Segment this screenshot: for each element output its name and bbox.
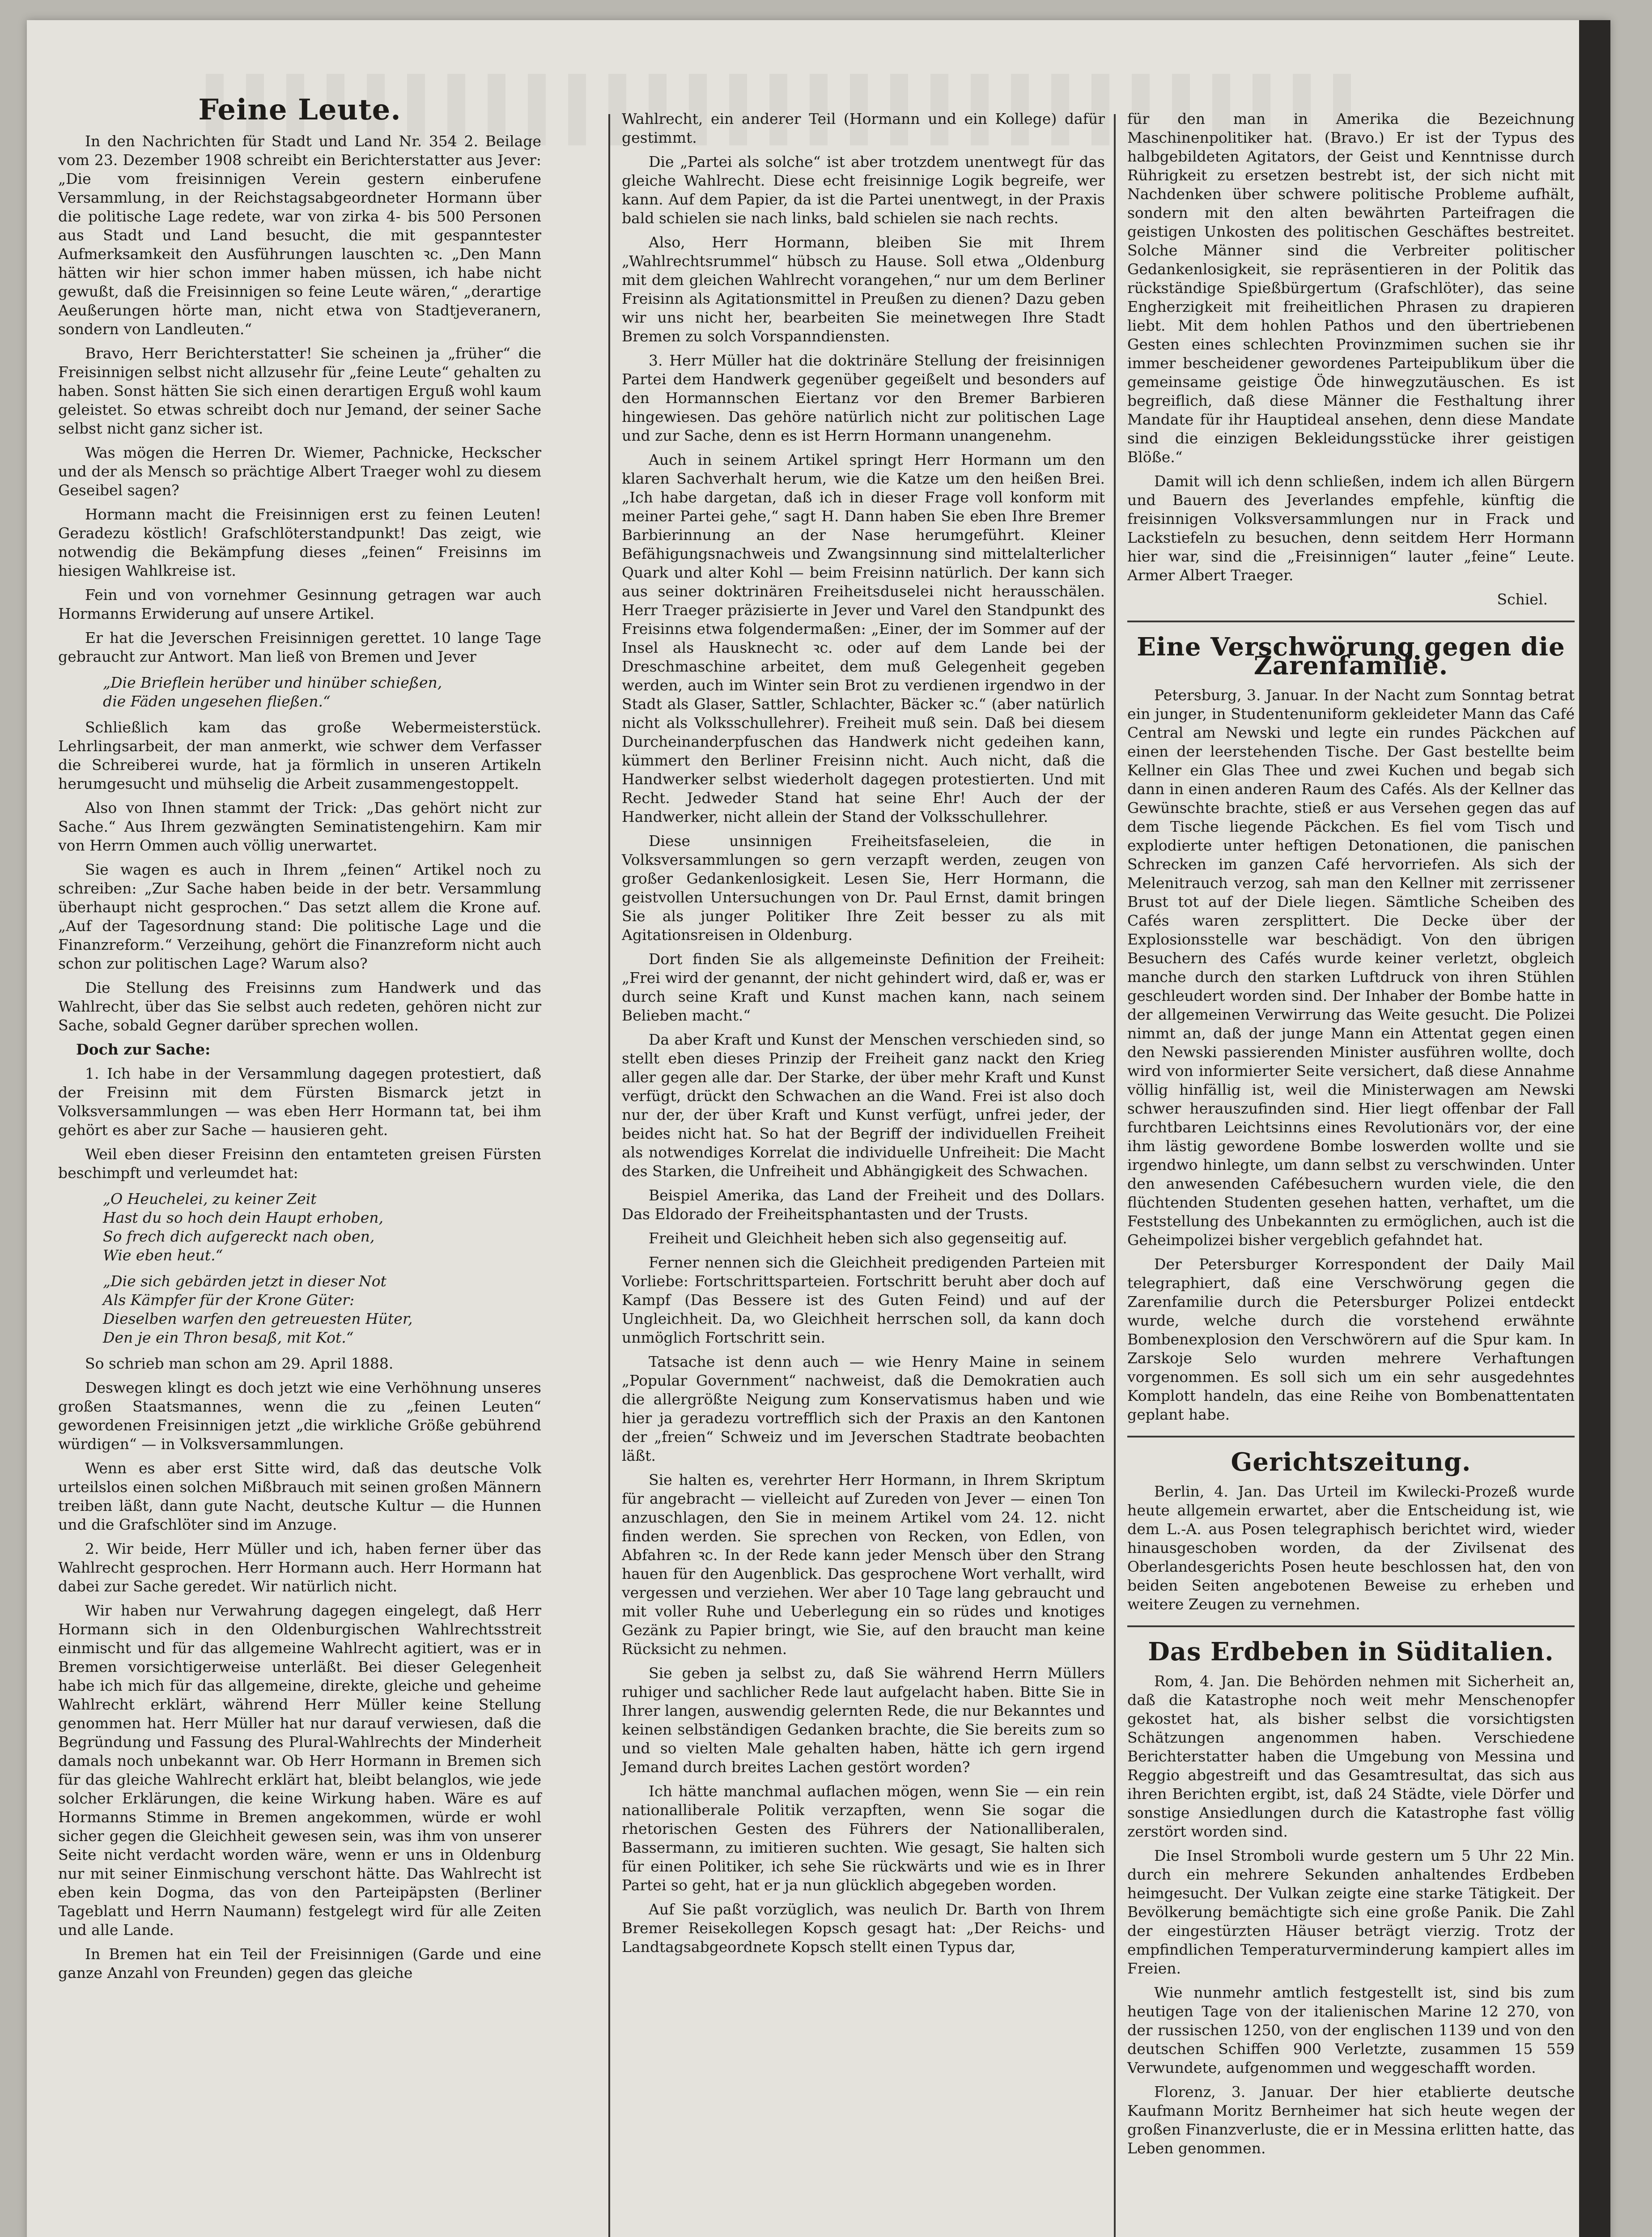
paragraph: 1. Ich habe in der Versammlung dagegen protestiert, daß der Freisinn mit dem Fürsten Bismarck jetzt in Volksversammlungen — was eben Herr Hormann tat, bei ihm gehört es aber zur Sache — hausieren geht. [58, 1065, 541, 1139]
verse-line: „Die Brieflein herüber und hinüber schießen, [103, 674, 442, 691]
paragraph: Deswegen klingt es doch jetzt wie eine Verhöhnung unseres großen Staatsmannes, wenn die zu „feinen Leuten“ gewordenen Freisinnigen jetzt „die wirkliche Größe gebührend würdigen“ — in Volksversammlungen. [58, 1379, 541, 1453]
verse-line: Hast du so hoch dein Haupt erhoben, [103, 1209, 383, 1226]
paragraph: Er hat die Jeverschen Freisinnigen gerettet. 10 lange Tage gebraucht zur Antwort. Man ließ von Bremen und Jever [58, 629, 541, 665]
verse-line: Als Kämpfer für der Krone Güter: [103, 1291, 355, 1309]
verse-line: Wie eben heut.“ [103, 1246, 223, 1264]
paragraph: Was mögen die Herren Dr. Wiemer, Pachnicke, Heckscher und der als Mensch so prächtige Albert Traeger wohl zu diesem Geseibel sagen? [58, 444, 541, 499]
paragraph: Freiheit und Gleichheit heben sich also gegenseitig auf. [649, 1229, 1067, 1247]
column-1 [58, 93, 541, 1988]
column-2 [622, 110, 1105, 1962]
paragraph: Florenz, 3. Januar. Der hier etablierte deutsche Kaufmann Moritz Bernheimer hat sich heute wegen der großen Finanzverluste, die er in Messina erlitten hatte, das Leben genommen. [1127, 2083, 1575, 2157]
paragraph: Weil eben dieser Freisinn den entamteten greisen Fürsten beschimpft und verleumdet hat: [58, 1145, 541, 1182]
paragraph: Die Insel Stromboli wurde gestern um 5 Uhr 22 Min. durch ein mehrere Sekunden anhaltendes Erdbeben heimgesucht. Der Vulkan zeigte eine starke Tätigkeit. Der Bevölkerung bemächtigte sich eine große Panik. Die Zahl der eingestürzten Häuser beträgt vierzig. Trotz der empfindlichen Temperaturverminderung kampiert alles im Freien. [1127, 1847, 1575, 1977]
paragraph: Tatsache ist denn auch — wie Henry Maine in seinem „Popular Government“ nachweist, daß die Demokratien auch die allergrößte Neigung zum Konservatismus haben und wie hier ja geradezu vortrefflich sich der Praxis an den Kantonen der „freien“ Schweiz und im Jeverschen Stadtrate beobachten läßt. [622, 1353, 1105, 1464]
article-title: Gerichtszeitung. [1231, 1447, 1471, 1477]
paragraph: Also, Herr Hormann, bleiben Sie mit Ihrem „Wahlrechtsrummel“ hübsch zu Hause. Soll etwa „Oldenburg mit dem gleichen Wahlrecht vorangehen,“ nur um dem Berliner Freisinn als Agitationsmittel in Preußen zu dienen? Dazu geben wir uns nicht her, bearbeiten Sie meinetwegen Ihre Stadt Bremen zu solch Vorspanndiensten. [622, 234, 1105, 345]
paragraph: Da aber Kraft und Kunst der Menschen verschieden sind, so stellt eben dieses Prinzip der Freiheit ganz nackt den Krieg aller gegen alle dar. Der Starke, der über mehr Kraft und Kunst verfügt, drückt den Schwachen an die Wand. Frei ist also doch nur der, der über Kraft und Kunst verfügt, unfrei jeder, der beides nicht hat. So hat der Begriff der individuellen Freiheit als notwendiges Korrelat die individuelle Unfreiheit: Die Macht des Starken, die Unfreiheit und Abhängigkeit des Schwachen. [622, 1031, 1105, 1180]
article-title: Eine Verschwörung gegen die Zarenfamilie. [1137, 632, 1565, 680]
paragraph: Damit will ich denn schließen, indem ich allen Bürgern und Bauern des Jeverlandes empfehle, künftig die freisinnigen Volksversammlungen nur in Frack und Lackstiefeln zu besuchen, denn seitdem Herr Hormann hier war, sind die „Freisinnigen“ lauter „feine“ Leute. Armer Albert Traeger. [1127, 472, 1575, 584]
paragraph: Ferner nennen sich die Gleichheit predigenden Parteien mit Vorliebe: Fortschrittsparteien. Fortschritt beruht aber doch auf Kampf (Das Bessere ist des Guten Feind) und auf der Ungleichheit. Da, wo Gleichheit herrschen soll, da kann doch unmöglich Fortschritt sein. [622, 1254, 1105, 1346]
paragraph: Berlin, 4. Jan. Das Urteil im Kwilecki-Prozeß wurde heute allgemein erwartet, aber die Entscheidung ist, wie dem L.-A. aus Posen telegraphisch berichtet wird, wieder hinausgeschoben worden, da der Zivilsenat des Oberlandesgerichts Posen heute beschlossen hat, den von beiden Seiten angebotenen Beweise zu erheben und weitere Zeugen zu vernehmen. [1127, 1483, 1575, 1613]
verse-line: „O Heuchelei, zu keiner Zeit [103, 1190, 317, 1208]
paragraph: Auch in seinem Artikel springt Herr Hormann um den klaren Sachverhalt herum, wie die Katze um den heißen Brei. „Ich habe dargetan, daß ich in dieser Frage voll konform mit meiner Partei gehe,“ sagt H. Dann haben Sie eben Ihre Bremer Barbierinnung an der Nase herumgeführt. Kleiner Befähigungsnachweis und Zwangsinnung sind mittelalterlicher Quark und alter Kohl — beim Freisinn natürlich. Der kann sich aus seiner doktrinären Freiheitsduselei nicht herausschälen. Herr Traeger präzisierte in Jever und Varel den Standpunkt des Freisinns etwa folgendermaßen: „Einer, der im Sommer auf der Insel als Hausknecht ꝛc. oder auf dem Lande bei der Dreschmaschine arbeitet, dem muß Gelegenheit gegeben werden, auch im Winter sein Brot zu verdienen irgendwo in der Stadt als Glaser, Sattler, Schlachter, Bäcker ꝛc.“ (aber natürlich nicht als Volksschullehrer). Freiheit muß sein. Daß bei diesem Durcheinanderpfuschen das Handwerk nicht gedeihen kann, kümmert den Berliner Freisinn nicht. Auch nicht, daß die Handwerker selbst wiederholt dagegen protestierten. Und mit Recht. Jedweder Stand hat seine Ehr! Auch der der Handwerker, nicht allein der Stand der Volksschullehrer. [622, 451, 1105, 825]
section-divider [1127, 1625, 1575, 1627]
page-edge-shadow [1579, 20, 1610, 2237]
newspaper-page [27, 20, 1610, 2237]
paragraph: Sie halten es, verehrter Herr Hormann, in Ihrem Skriptum für angebracht — vielleicht auf Zureden von Jever — einen Ton anzuschlagen, den Sie in meinem Artikel vom 24. 12. nicht finden werden. Sie sprechen von Recken, von Edlen, von Abfahren ꝛc. In der Rede kann jeder Mensch über den Strang hauen für den Augenblick. Das gesprochene Wort verhallt, wird vergessen und verziehen. Wer aber 10 Tage lang gebraucht und mit voller Ruhe und Ueberlegung ein so rüdes und knotiges Gezänk zu Papier bringt, wie Sie, auf den braucht man keine Rücksicht zu nehmen. [622, 1471, 1105, 1658]
paragraph: Ich hätte manchmal auflachen mögen, wenn Sie — ein rein nationalliberale Politik verzapften, wenn Sie sogar die rhetorischen Gesten des Führers der Nationalliberalen, Bassermann, zu imitieren suchten. Wie gesagt, Sie halten sich für einen Politiker, ich sehe Sie rückwärts und wie es in Ihrer Partei so geht, hat er ja nun glücklich abgegeben worden. [622, 1782, 1105, 1894]
paragraph: Der Petersburger Korrespondent der Daily Mail telegraphiert, daß eine Verschwörung gegen die Zarenfamilie durch die Petersburger Polizei entdeckt wurde, welche durch die vorstehend erwähnte Bombenexplosion den Verschwörern auf die Spur kam. In Zarskoje Selo wurden mehrere Verhaftungen vorgenommen. Es soll sich um ein sehr ausgedehntes Komplott handeln, das eine Reihe von Bombenattentaten geplant habe. [1127, 1255, 1575, 1423]
paragraph: Sie geben ja selbst zu, daß Sie während Herrn Müllers ruhiger und sachlicher Rede laut aufgelacht haben. Bitte Sie in Ihrer langen, auswendig gelernten Rede, die nur Bekanntes und keinen selbständigen Gedanken brachte, die Sie bereits zum so und so vielten Male gehalten haben, hätte ich gern irgend Jemand durch breites Lachen gestört worden? [622, 1664, 1105, 1776]
paragraph: In den Nachrichten für Stadt und Land Nr. 354 2. Beilage vom 23. Dezember 1908 schreibt ein Berichterstatter aus Jever: „Die vom freisinnigen Verein gestern einberufene Versammlung, in der Reichstagsabgeordneter Hormann über die politische Lage redete, war von zirka 4- bis 500 Personen aus Stadt und Land besucht, die mit gespanntester Aufmerksamkeit den Ausführungen lauschten ꝛc. „Den Mann hätten wir hier schon immer haben müssen, ich habe nicht gewußt, daß die Freisinnigen so feine Leute wären,“ „derartige Aeußerungen hörte man, nicht etwa von Stadtjeveranern, sondern von Landleuten.“ [58, 132, 541, 338]
verse-quote [103, 1190, 541, 1265]
section-divider [1127, 621, 1575, 622]
paragraph: Also von Ihnen stammt der Trick: „Das gehört nicht zur Sache.“ Aus Ihrem gezwängten Seminatistengehirn. Kam mir von Herrn Ommen auch völlig unerwartet. [58, 799, 541, 854]
verse-line: „Die sich gebärden jetzt in dieser Not [103, 1272, 386, 1290]
verse-line: Den je ein Thron besaß, mit Kot.“ [103, 1329, 354, 1346]
paragraph: Petersburg, 3. Januar. In der Nacht zum Sonntag betrat ein junger, in Studentenuniform gekleideter Mann das Café Central am Newski und legte ein rundes Päckchen auf einen der leerstehenden Tische. Der Gast bestellte beim Kellner ein Glas Thee und zwei Kuchen und begab sich dann in einen anderen Raum des Cafés. Als der Kellner das Gewünschte brachte, stieß er aus Versehen gegen das auf dem Tische liegende Päckchen. Es fiel vom Tisch und explodierte unter heftigen Detonationen, die panischen Schrecken im ganzen Café hervorriefen. Als sich der Melenitrauch verzog, sah man den Kellner mit zerrissener Brust tot auf der Diele liegen. Sämtliche Scheiben des Cafés waren zersplittert. Die Decke über der Explosionsstelle war beschädigt. Von den übrigen Besuchern des Cafés wurde keiner verletzt, obgleich manche durch den starken Luftdruck von ihren Stühlen geschleudert worden sind. Der Inhaber der Bombe hatte in der allgemeinen Verwirrung das Weite gesucht. Die Polizei nimmt an, daß der junge Mann ein Attentat gegen einen den Newski passierenden Minister ausführen wollte, doch wird von informierter Seite versichert, daß diese Annahme völlig hinfällig ist, weil die Ministerwagen am Newski schwer herauszufinden sind. Hier liegt offenbar der Fall furchtbaren Leichtsinns eines Revolutionärs vor, der eine ihm lästig gewordene Bombe loswerden wollte und sie irgendwo hinlegte, um dann selbst zu verschwinden. Unter den anwesenden Cafébesuchern wurden viele, die den flüchtenden Studenten gesehen hatten, verhaftet, um die Feststellung des Unbekannten zu ermöglichen, auch ist die Geheimpolizei bisher vergeblich gefahndet hat. [1127, 686, 1575, 1249]
verse-quote [103, 673, 541, 711]
paragraph: Wir haben nur Verwahrung dagegen eingelegt, daß Herr Hormann sich in den Oldenburgischen Wahlrechtsstreit einmischt und für das allgemeine Wahlrecht agitiert, was er in Bremen vorsichtigerweise unterläßt. Bei dieser Gelegenheit habe ich mich für das allgemeine, direkte, gleiche und geheime Wahlrecht erklärt, während Herr Müller keine Stellung genommen hat. Herr Müller hat nur darauf verwiesen, daß die Begründung und Fassung des Plural-Wahlrechts der Minderheit damals noch unbekannt war. Ob Herr Hormann in Bremen sich für das gleiche Wahlrecht erklärt hat, bleibt belanglos, wie jede solcher Erklärungen, die keine Wirkung haben. Wäre es auf Hormanns Stimme in Bremen angekommen, würde er wohl sicher gegen die Gleichheit gewesen sein, was ihm von unserer Seite nicht verdacht worden wäre, wenn er uns in Oldenburg nur mit seiner Einmischung verschont hätte. Das Wahlrecht ist eben kein Dogma, das von den Parteipäpsten (Berliner Tageblatt und Herrn Naumann) festgelegt wird für alle Zeiten und alle Lande. [58, 1602, 541, 1939]
paragraph: Die Stellung des Freisinns zum Handwerk und das Wahlrecht, über das Sie selbst auch redeten, gehören nicht zur Sache, sobald Gegner darüber sprechen wollen. [58, 979, 541, 1034]
paragraph: Die „Partei als solche“ ist aber trotzdem unentwegt für das gleiche Wahlrecht. Diese echt freisinnige Logik begreife, wer kann. Auf dem Papier, da ist die Partei unentwegt, in der Praxis bald schielen sie nach links, bald schielen sie nach rechts. [622, 153, 1105, 227]
verse-line: die Fäden ungesehen fließen.“ [103, 693, 331, 710]
paragraph: Schließlich kam das große Webermeisterstück. Lehrlingsarbeit, der man anmerkt, wie schwer dem Verfasser die Schreiberei wurde, hat ja förmlich in unseren Artikeln herumgesucht und mühselig die Arbeit zusammengestoppelt. [58, 719, 541, 792]
paragraph: Fein und von vornehmer Gesinnung getragen war auch Hormanns Erwiderung auf unsere Artikel. [58, 586, 541, 622]
verse-line: So frech dich aufgereckt nach oben, [103, 1228, 375, 1245]
paragraph: In Bremen hat ein Teil der Freisinnigen (Garde und eine ganze Anzahl von Freunden) gegen das gleiche [58, 1945, 541, 1982]
article-title: Das Erdbeben in Süditalien. [1148, 1637, 1554, 1667]
section-divider [1127, 1436, 1575, 1437]
paragraph: Bravo, Herr Berichterstatter! Sie scheinen ja „früher“ die Freisinnigen selbst nicht allzusehr für „feine Leute“ gehalten zu haben. Sonst hätten Sie sich einen derartigen Erguß wohl kaum geleistet. So etwas schreibt doch nur Jemand, der seiner Sache selbst nicht ganz sicher ist. [58, 344, 541, 437]
paragraph: 2. Wir beide, Herr Müller und ich, haben ferner über das Wahlrecht gesprochen. Herr Hormann auch. Herr Hormann hat dabei zur Sache geredet. Wir natürlich nicht. [58, 1540, 541, 1595]
paragraph: Wahlrecht, ein anderer Teil (Hormann und ein Kollege) dafür gestimmt. [622, 110, 1105, 146]
paragraph: Dort finden Sie als allgemeinste Definition der Freiheit: „Frei wird der genannt, der nicht gehindert wird, daß er, was er durch seine Kraft und Kunst machen kann, nach seinem Belieben macht.“ [622, 950, 1105, 1024]
paragraph: Hormann macht die Freisinnigen erst zu feinen Leuten! Geradezu köstlich! Grafschlöterstandpunkt! Das zeigt, wie notwendig die Bekämpfung dieses „feinen“ Freisinns im hiesigen Wahlkreise ist. [58, 506, 541, 579]
verse-quote [103, 1272, 541, 1347]
paragraph: für den man in Amerika die Bezeichnung Maschinenpolitiker hat. (Bravo.) Er ist der Typus des halbgebildeten Agitators, der Geist und Kenntnisse durch Rührigkeit zu ersetzen bestrebt ist, der sich nicht mit Nachdenken über schwere politische Probleme aufhält, sondern mit den alten bewährten Parteifragen die geistigen Unkosten des politischen Geschäftes bestreitet. Solche Männer sind die Verbreiter politischer Gedankenlosigkeit, sie repräsentieren in der Politik das rückständige Spießbürgertum (Grafschlöter), das seine Engherzigkeit mit freiheitlichen Phrasen zu drapieren liebt. Mit dem hohlen Pathos und den übertriebenen Gesten eines schlechten Provinzmimen suchen sie ihr immer bescheidener gewordenes Parteipublikum über die gemeinsame geistige Öde hinwegzutäuschen. Es ist begreiflich, daß diese Männer die Festhaltung ihrer Mandate für ihr Hauptideal ansehen, denn diese Mandate sind die einzigen Bekleidungsstücke ihrer geistigen Blöße.“ [1127, 110, 1575, 466]
subheading: Doch zur Sache: [76, 1041, 211, 1058]
paragraph: Rom, 4. Jan. Die Behörden nehmen mit Sicherheit an, daß die Katastrophe noch weit mehr Menschenopfer gekostet hat, als bisher selbst die vorsichtigsten Schätzungen angenommen haben. Verschiedene Berichterstatter haben die Umgebung von Messina und Reggio abgestreift und das Gesamtresultat, das sich aus ihren Berichten ergibt, ist, daß 24 Städte, viele Dörfer und sonstige Ansiedlungen durch die Katastrophe fast völlig zerstört worden sind. [1127, 1672, 1575, 1840]
paragraph: Beispiel Amerika, das Land der Freiheit und des Dollars. Das Eldorado der Freiheitsphantasten und der Trusts. [622, 1187, 1105, 1223]
article-title: Feine Leute. [198, 93, 401, 127]
signature: Schiel. [1497, 591, 1548, 608]
paragraph: Wie nunmehr amtlich festgestellt ist, sind bis zum heutigen Tage von der italienischen Marine 12 270, von der russischen 1250, von der englischen 1139 und von den deutschen Schiffen 900 Verletzte, zusammen 15 559 Verwundete, aufgenommen und weggeschafft worden. [1127, 1984, 1575, 2076]
paragraph: Wenn es aber erst Sitte wird, daß das deutsche Volk urteilslos einen solchen Mißbrauch mit seinen großen Männern treiben läßt, dann gute Nacht, deutsche Kultur — die Hunnen und die Grafschlöter sind im Anzuge. [58, 1459, 541, 1533]
column-rule [608, 114, 610, 2237]
paragraph: So schrieb man schon am 29. April 1888. [85, 1355, 394, 1372]
column-rule [1114, 114, 1116, 2237]
paragraph: Auf Sie paßt vorzüglich, was neulich Dr. Barth von Ihrem Bremer Reisekollegen Kopsch gesagt hat: „Der Reichs- und Landtagsabgeordnete Kopsch stellt einen Typus dar, [622, 1901, 1105, 1956]
column-3 [1127, 110, 1575, 2163]
paragraph: Diese unsinnigen Freiheitsfaseleien, die in Volksversammlungen so gern verzapft werden, zeugen von großer Gedankenlosigkeit. Lesen Sie, Herr Hormann, die geistvollen Untersuchungen von Dr. Paul Ernst, damit bringen Sie als junger Politiker Ihre Zeit besser zu als mit Agitationsreisen in Oldenburg. [622, 832, 1105, 944]
paragraph: Sie wagen es auch in Ihrem „feinen“ Artikel noch zu schreiben: „Zur Sache haben beide in der betr. Versammlung überhaupt nicht gesprochen.“ Das setzt allem die Krone auf. „Auf der Tagesordnung stand: Die politische Lage und die Finanzreform.“ Verzeihung, gehört die Finanzreform nicht auch schon zur politischen Lage? Warum also? [58, 861, 541, 972]
verse-line: Dieselben warfen den getreuesten Hüter, [103, 1310, 413, 1327]
paragraph: 3. Herr Müller hat die doktrinäre Stellung der freisinnigen Partei dem Handwerk gegenüber gegeißelt und besonders auf den Hormannschen Eiertanz vor den Bremer Barbieren hingewiesen. Das gehöre natürlich nicht zur politischen Lage und zur Sache, denn es ist Herrn Hormann unangenehm. [622, 352, 1105, 444]
